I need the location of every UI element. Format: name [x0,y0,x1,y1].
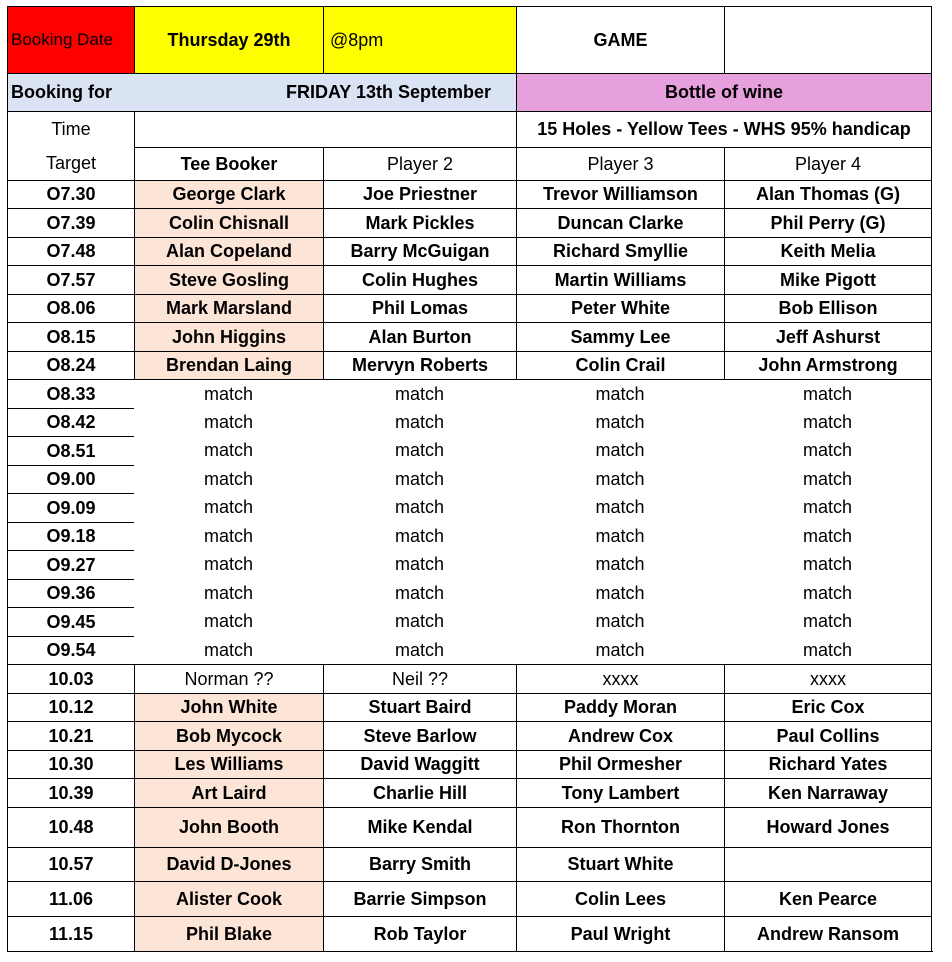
tee-time: O9.36 [7,579,134,607]
player-4-cell: match [595,525,645,546]
player-5-cell: match [724,607,932,636]
player-4-cell: match [595,411,645,432]
player-5-cell: match [724,408,932,436]
player-5-cell: John Armstrong [724,351,932,379]
player-5-cell: Paul Collins [724,721,932,750]
tee-time: O8.33 [7,379,134,408]
player-3-cell: Steve Barlow [323,721,516,750]
format-blank [134,111,516,147]
player-3-cell: Barrie Simpson [323,881,516,916]
player-5-cell: Andrew Ransom [724,916,932,951]
tee-booker-cell: match [203,554,254,574]
player-3-cell: match [394,639,445,660]
tee-time: O7.30 [7,180,134,208]
tee-booker-cell: Bob Mycock [134,721,323,750]
tee-time: O9.27 [7,550,134,579]
tee-time: O8.24 [7,351,134,379]
tee-time: O8.51 [7,436,134,465]
player-3-cell: match [394,497,445,517]
player-3-cell: Mike Kendal [323,807,516,847]
player-5-cell: Bob Ellison [724,294,932,322]
player-4-cell: Sammy Lee [516,322,724,351]
player-5-cell: match [724,493,932,522]
tee-time: O9.54 [7,636,134,664]
booking-time: @8pm [323,6,516,73]
player-3-cell: Phil Lomas [323,294,516,322]
tee-booker-cell: match [203,639,254,660]
player-3-cell: Alan Burton [323,322,516,351]
tee-time: 10.21 [7,721,134,750]
player-3-cell: Barry McGuigan [323,237,516,265]
player-4-cell: Martin Williams [516,265,724,294]
player-5-cell: match [724,522,932,550]
game-label: GAME [516,6,724,73]
tee-time: 10.48 [7,807,134,847]
tee-booker-cell: match [203,468,254,489]
tee-booker-cell: match [203,497,254,517]
tee-time: 10.57 [7,847,134,881]
player-5-cell: Jeff Ashurst [724,322,932,351]
tee-time: O8.15 [7,322,134,351]
player-5-cell: match [724,550,932,579]
tee-booker-cell: Steve Gosling [134,265,323,294]
player-4-cell: Colin Crail [516,351,724,379]
tee-booker-cell: Mark Marsland [134,294,323,322]
player-4-cell: xxxx [516,664,724,693]
tee-time: 10.03 [7,664,134,693]
player-3-cell: Mervyn Roberts [323,351,516,379]
player-3-cell: Joe Priestner [323,180,516,208]
col-player-3: Player 3 [516,147,724,180]
tee-booker-cell: Art Laird [134,778,323,807]
col-player-2: Player 2 [323,147,516,180]
tee-time: O8.06 [7,294,134,322]
tee-time: O9.45 [7,607,134,636]
player-4-cell: match [595,611,645,631]
player-4-cell: match [595,639,645,660]
player-5-cell: Alan Thomas (G) [724,180,932,208]
player-4-cell: Phil Ormesher [516,750,724,778]
player-5-cell: Howard Jones [724,807,932,847]
player-5-cell: Mike Pigott [724,265,932,294]
player-4-cell: match [595,468,645,489]
booking-date-label: Booking Date [7,6,134,73]
tee-booker-cell: Phil Blake [134,916,323,951]
format-label: 15 Holes - Yellow Tees - WHS 95% handicap [516,111,932,147]
player-3-cell: match [394,582,445,603]
player-4-cell: Peter White [516,294,724,322]
tee-booker-cell: David D-Jones [134,847,323,881]
player-4-cell: Stuart White [516,847,724,881]
player-3-cell: Colin Hughes [323,265,516,294]
tee-time: O7.39 [7,208,134,237]
tee-booker-cell: George Clark [134,180,323,208]
player-3-cell: match [394,554,445,574]
tee-booker-cell: Alister Cook [134,881,323,916]
player-3-cell: match [323,379,516,408]
tee-booker-cell: match [203,411,254,432]
player-4-cell: Duncan Clarke [516,208,724,237]
player-3-cell: match [394,468,445,489]
tee-booker-cell: match [203,525,254,546]
player-5-cell: Eric Cox [724,693,932,721]
tee-booker-cell: John Higgins [134,322,323,351]
player-5-cell: xxxx [724,664,932,693]
player-5-cell: match [724,379,932,408]
player-5-cell: Keith Melia [724,237,932,265]
player-5-cell: Ken Pearce [724,881,932,916]
tee-time: 11.06 [7,881,134,916]
player-4-cell: Andrew Cox [516,721,724,750]
player-3-cell: David Waggitt [323,750,516,778]
tee-time: O8.42 [7,408,134,436]
tee-booker-cell: John Booth [134,807,323,847]
player-4-cell: Tony Lambert [516,778,724,807]
booking-for-label: Booking for [7,73,134,111]
player-3-cell: Rob Taylor [323,916,516,951]
booking-day: Thursday 29th [134,6,323,73]
tee-booker-cell: Norman ?? [134,664,323,693]
player-3-cell: Barry Smith [323,847,516,881]
player-5-cell: match [724,465,932,493]
tee-booker-cell: Alan Copeland [134,237,323,265]
player-5-cell [724,847,932,881]
target-label: Target [7,147,134,180]
player-5-cell: Phil Perry (G) [724,208,932,237]
tee-time: O9.09 [7,493,134,522]
time-label: Time [7,111,134,147]
booking-for-value: FRIDAY 13th September [134,73,516,111]
player-4-cell: Colin Lees [516,881,724,916]
player-3-cell: Neil ?? [323,664,516,693]
tee-time: O9.00 [7,465,134,493]
player-4-cell: Richard Smyllie [516,237,724,265]
tee-booker-cell: John White [134,693,323,721]
player-4-cell: match [516,379,724,408]
tee-booker-cell: Colin Chisnall [134,208,323,237]
player-5-cell: match [724,579,932,607]
player-3-cell: Charlie Hill [323,778,516,807]
tee-booker-cell: Brendan Laing [134,351,323,379]
tee-time: O7.57 [7,265,134,294]
player-5-cell: Richard Yates [724,750,932,778]
player-4-cell: Ron Thornton [516,807,724,847]
player-5-cell: match [724,636,932,664]
player-4-cell: Paddy Moran [516,693,724,721]
player-4-cell: match [595,440,645,460]
tee-time: O9.18 [7,522,134,550]
player-3-cell: Mark Pickles [323,208,516,237]
tee-time: 10.12 [7,693,134,721]
player-3-cell: match [394,525,445,546]
player-3-cell: match [394,440,445,460]
tee-booker-cell: match [203,611,254,631]
tee-time: O7.48 [7,237,134,265]
col-tee-booker: Tee Booker [134,147,323,180]
col-player-4: Player 4 [724,147,932,180]
tee-booker-cell: match [203,582,254,603]
tee-booker-cell: match [134,379,323,408]
player-4-cell: match [595,554,645,574]
tee-time: 10.39 [7,778,134,807]
player-4-cell: Trevor Williamson [516,180,724,208]
player-3-cell: Stuart Baird [323,693,516,721]
player-5-cell: match [724,436,932,465]
prize-label: Bottle of wine [516,73,932,111]
player-3-cell: match [394,411,445,432]
tee-time: 11.15 [7,916,134,951]
game-value [724,6,932,73]
tee-time: 10.30 [7,750,134,778]
tee-booker-cell: Les Williams [134,750,323,778]
player-4-cell: Paul Wright [516,916,724,951]
table-bottom-border [7,951,933,952]
tee-booker-cell: match [203,440,254,460]
player-4-cell: match [595,582,645,603]
player-4-cell: match [595,497,645,517]
player-3-cell: match [394,611,445,631]
player-5-cell: Ken Narraway [724,778,932,807]
